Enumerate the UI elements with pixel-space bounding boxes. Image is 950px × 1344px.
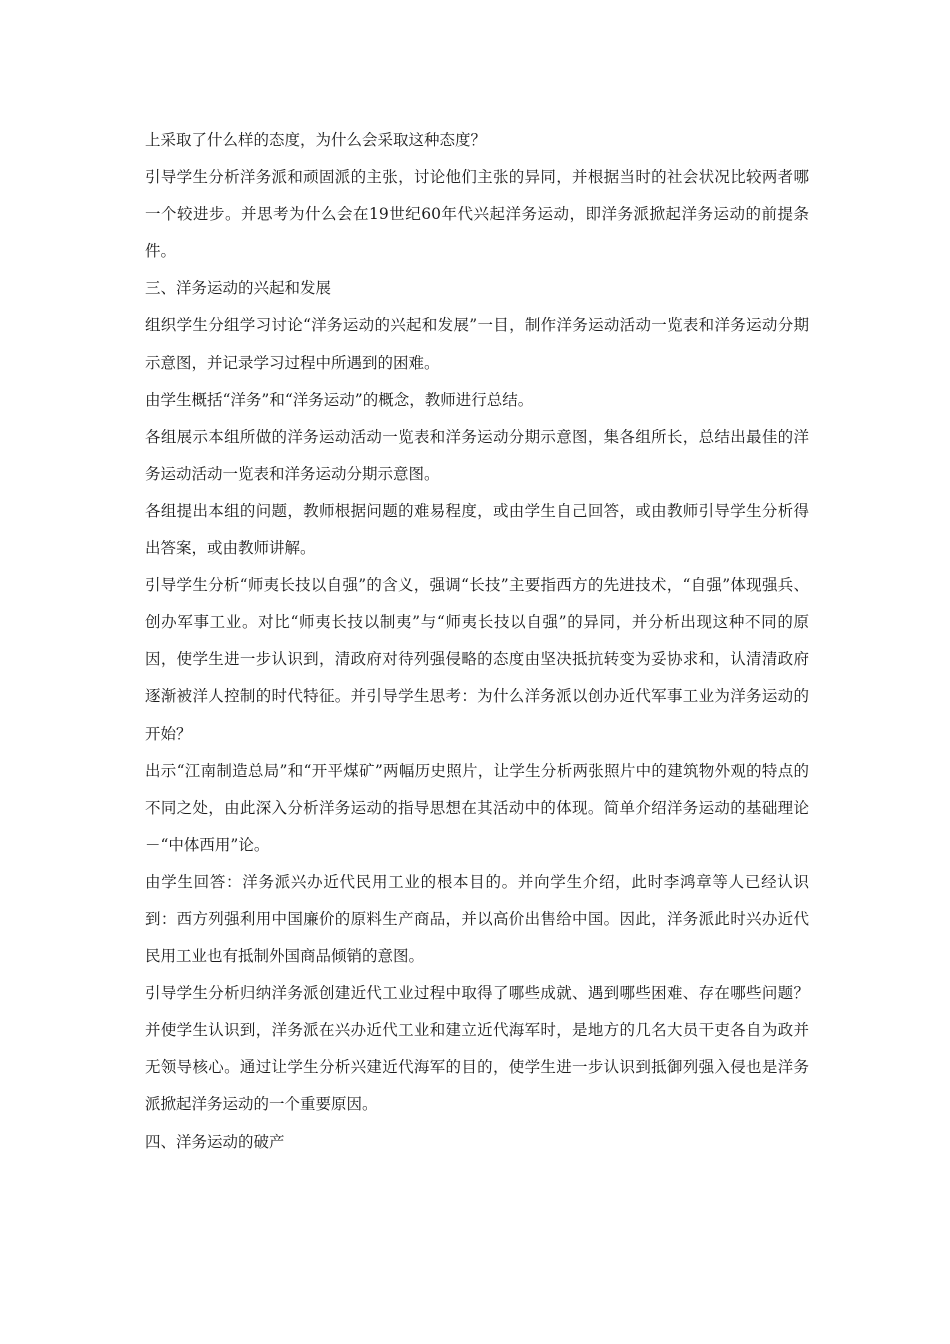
paragraph-reform-vs-conservative: 引导学生分析洋务派和顽固派的主张，讨论他们主张的异同，并根据当时的社会状况比较两者哪一个较进步。并思考为什么会在19世纪60年代兴起洋务运动，即洋务派掀起洋务运动的前提条件。 (145, 168, 809, 261)
document-body (145, 122, 809, 1161)
paragraph-concepts: 由学生概括“洋务”和“洋务运动”的概念，教师进行总结。 (145, 390, 534, 409)
paragraph-group-questions: 各组提出本组的问题，教师根据问题的难易程度，或由学生自己回答，或由教师引导学生分析得出答案，或由教师讲解。 (145, 501, 809, 558)
paragraph-continuation: 上采取了什么样的态度，为什么会采取这种态度？ (145, 131, 487, 149)
paragraph-group-study: 组织学生分组学习讨论“洋务运动的兴起和发展”一目，制作洋务运动活动一览表和洋务运动分期示意图，并记录学习过程中所遇到的困难。 (145, 316, 809, 372)
paragraph-self-strengthening: 引导学生分析“师夷长技以自强”的含义，强调“长技”主要指西方的先进技术，“自强”体现强兵、创办军事工业。对比“师夷长技以制夷”与“师夷长技以自强”的异同，并分析出现这种不同的原因，使学生进一步认识到，清政府对待列强侵略的态度由坚决抵抗转变为妥协求和，认清清政府逐渐被洋人控制的时代特征。并引导学生思考：为什么洋务派以创办近代军事工业为洋务运动的开始？ (145, 576, 809, 743)
paragraph-group-display: 各组展示本组所做的洋务运动活动一览表和洋务运动分期示意图，集各组所长，总结出最佳的洋务运动活动一览表和洋务运动分期示意图。 (145, 427, 809, 483)
paragraph-photos: 出示“江南制造总局”和“开平煤矿”两幅历史照片，让学生分析两张照片中的建筑物外观的特点的不同之处，由此深入分析洋务运动的指导思想在其活动中的体现。简单介绍洋务运动的基础理论－“中体西用”论。 (145, 761, 809, 854)
section-heading-rise-and-development: 三、洋务运动的兴起和发展 (145, 279, 332, 298)
paragraph-civil-industry: 由学生回答：洋务派兴办近代民用工业的根本目的。并向学生介绍，此时李鸿章等人已经认识到：西方列强利用中国廉价的原料生产商品，并以高价出售给中国。因此，洋务派此时兴办近代民用工业也有抵制外国商品倾销的意图。 (145, 872, 809, 966)
section-heading-bankruptcy: 四、洋务运动的破产 (145, 1132, 285, 1151)
paragraph-achievements: 引导学生分析归纳洋务派创建近代工业过程中取得了哪些成就、遇到哪些困难、存在哪些问题？并使学生认识到，洋务派在兴办近代工业和建立近代海军时，是地方的几名大员干吏各自为政并无领导核心。通过让学生分析兴建近代海军的目的，使学生进一步认识到抵御列强入侵也是洋务派掀起洋务运动的一个重要原因。 (145, 984, 809, 1114)
